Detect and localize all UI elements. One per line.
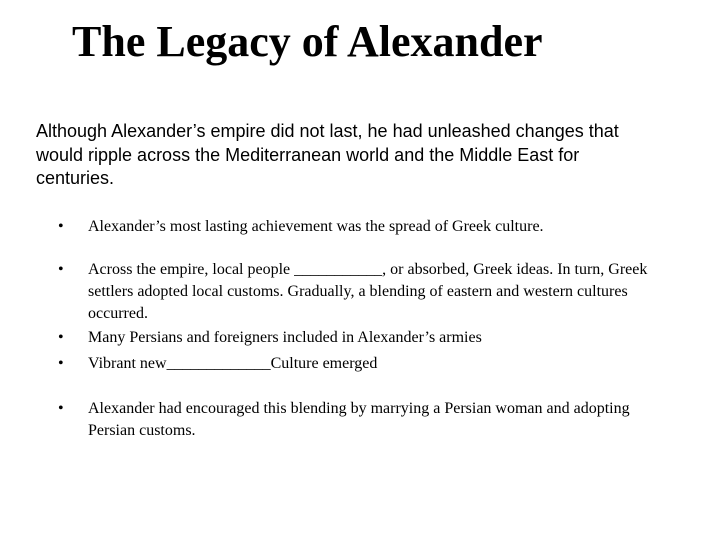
bullet-dot-icon: •	[58, 329, 64, 346]
bullet-text: Across the empire, local people ___________, or absorbed, Greek ideas. In turn, Greek settlers adopted local customs. Gradually, a blending of eastern and western cultures occurred.	[88, 261, 648, 322]
bullet-text: Many Persians and foreigners included in Alexander’s armies	[88, 329, 482, 346]
bullet-text: Vibrant new_____________Culture emerged	[88, 355, 378, 372]
slide-title: The Legacy of Alexander	[72, 17, 543, 66]
bullet-dot-icon: •	[58, 355, 64, 372]
bullet-text: Alexander had encouraged this blending by marrying a Persian woman and adopting Persian customs.	[88, 400, 630, 439]
bullet-dot-icon: •	[58, 218, 64, 235]
bullet-dot-icon: •	[58, 400, 64, 417]
bullet-dot-icon: •	[58, 261, 64, 278]
intro-paragraph: Although Alexander’s empire did not last, he had unleashed changes that would ripple across the Mediterranean world and the Middle East for centuries.	[36, 121, 619, 188]
bullet-text: Alexander’s most lasting achievement was the spread of Greek culture.	[88, 218, 544, 235]
